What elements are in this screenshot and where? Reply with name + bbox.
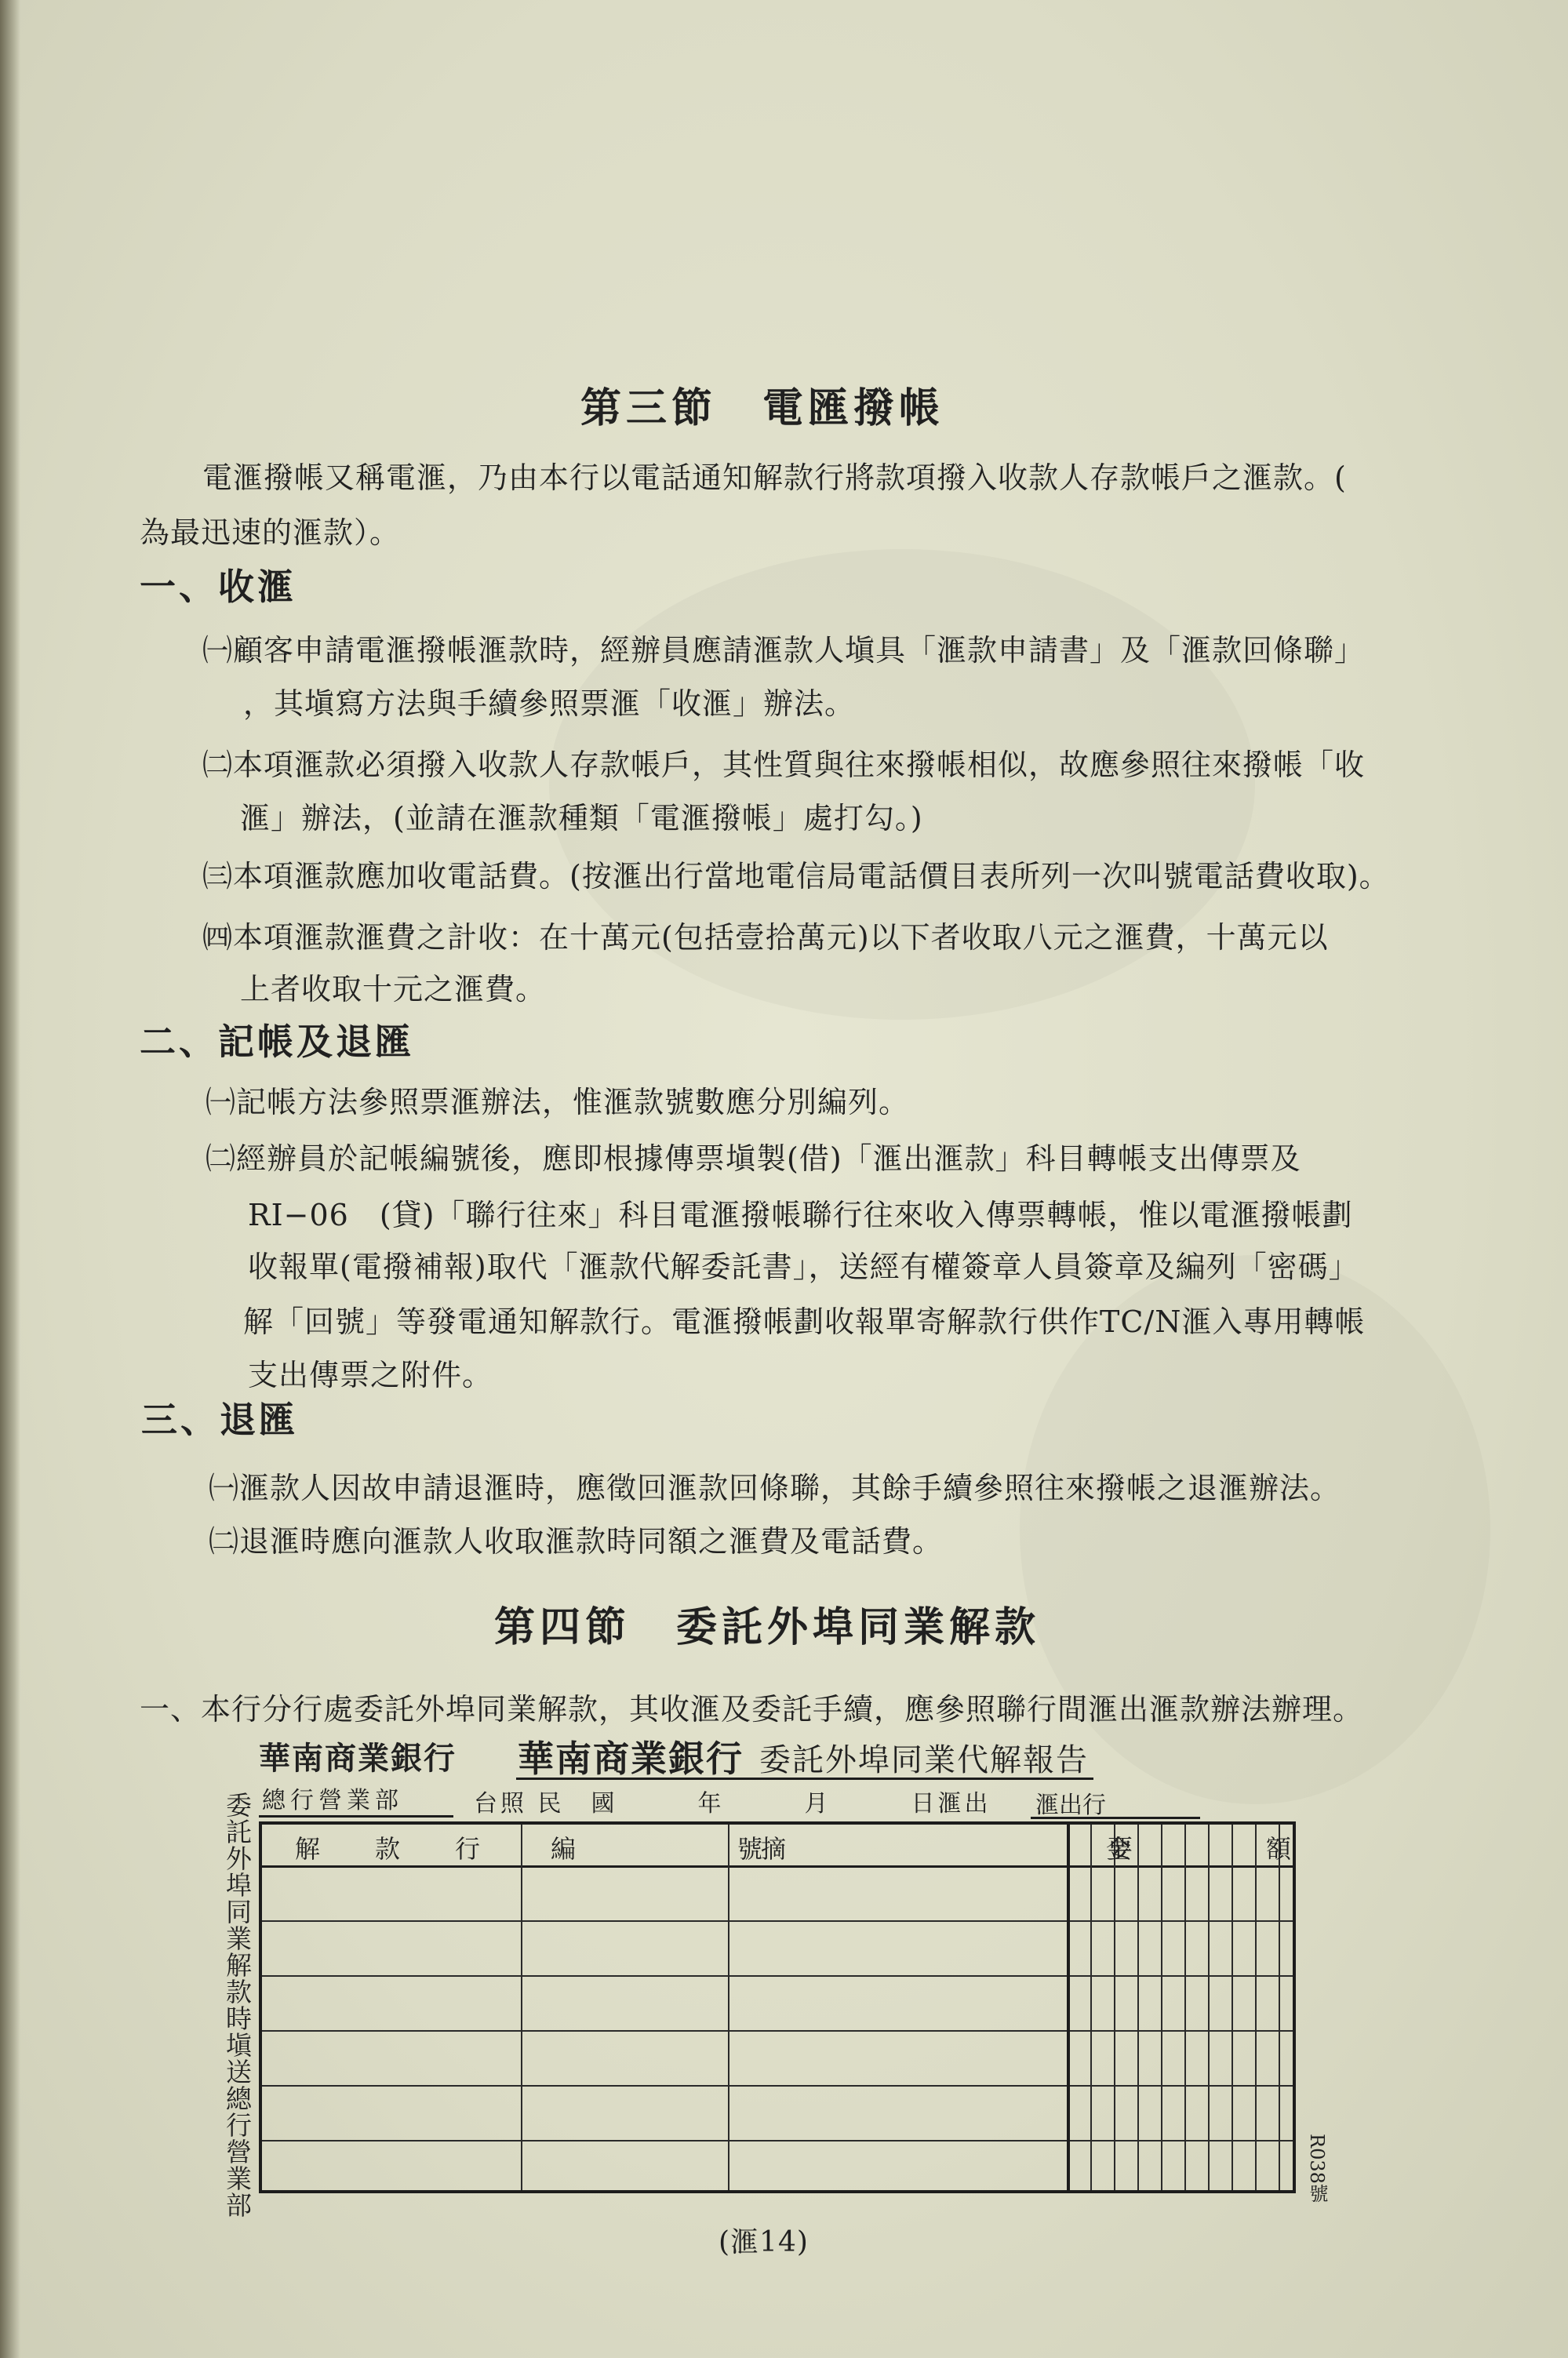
page-number: (滙14) <box>719 2226 809 2258</box>
paragraph-line: ㈡經辦員於記帳編號後，應即根據傳票塡製(借)「滙出滙款」科目轉帳支出傳票及 <box>206 1141 1301 1176</box>
paragraph-line: ，其塡寫方法與手續參照票滙「收滙」辦法。 <box>243 686 856 721</box>
section-title-3: 第三節 電匯撥帳 <box>580 384 945 432</box>
paragraph-line: 支出傳票之附件。 <box>248 1358 493 1392</box>
paragraph-line: 解「回號」等發電通知解款行。電滙撥帳劃收報單寄解款行供作TC/N滙入專用轉帳 <box>243 1305 1366 1339</box>
table-col-rule <box>1161 1825 1162 2190</box>
paragraph-line: ㈠記帳方法參照票滙辦法，惟滙款號數應分別編列。 <box>206 1085 910 1119</box>
part-heading-1: 一、收滙 <box>140 566 297 608</box>
form-side-label: 委託外埠同業解款時塡送總行營業部 <box>222 1792 253 2218</box>
part-heading-3: 三、退匯 <box>141 1399 298 1441</box>
paragraph-line: 滙」辦法，(並請在滙款種類「電滙撥帳」處打勾。) <box>240 801 923 835</box>
form-bank-name-left: 華南商業銀行 <box>259 1740 457 1777</box>
paragraph-line: ㈡退滙時應向滙款人收取滙款時同額之滙費及電話費。 <box>209 1524 944 1559</box>
form-table <box>259 1821 1296 2193</box>
table-col-rule <box>1231 1825 1233 2190</box>
paragraph-line: ㈡本項滙款必須撥入收款人存款帳戶，其性質與往來撥帳相似，故應參照往來撥帳「收 <box>202 748 1366 782</box>
form-bank-name-main: 華南商業銀行 <box>518 1738 744 1780</box>
intro-line: 為最迅速的滙款）。 <box>140 515 401 550</box>
paragraph-line: RI−06 (貸)「聯行往來」科目電滙撥帳聯行往來收入傳票轉帳，惟以電滙撥帳劃 <box>248 1198 1353 1232</box>
intro-line: 電滙撥帳又稱電滙，乃由本行以電話通知解款行將款項撥入收款人存款帳戶之滙款。( <box>202 460 1347 495</box>
column-header-bank: 解 款 行 <box>295 1834 482 1864</box>
paragraph-line: ㈣本項滙款滙費之計收：在十萬元(包括壹拾萬元)以下者收取八元之滙費，十萬元以 <box>202 920 1329 955</box>
form-number: R038號 <box>1306 2134 1328 2203</box>
paragraph-line: 上者收取十元之滙費。 <box>240 972 547 1006</box>
column-header-summary: 摘 要 <box>761 1834 1135 1864</box>
section-title-4: 第四節 委託外埠同業解款 <box>494 1603 1041 1651</box>
column-header-number: 編 號 <box>551 1834 765 1864</box>
form-branch: 總行營業部 <box>262 1787 403 1814</box>
paragraph-line: ㈠滙款人因故申請退滙時，應徵回滙款回條聯，其餘手續參照往來撥帳之退滙辦法。 <box>209 1471 1341 1505</box>
table-col-rule <box>1255 1825 1257 2190</box>
binding-shadow <box>0 0 20 2358</box>
form-remit-branch: 滙出行 <box>1035 1792 1106 1819</box>
table-col-rule <box>1184 1825 1186 2190</box>
paragraph-line: 收報單(電撥補報)取代「滙款代解委託書」，送經有權簽章人員簽章及編列「密碼」 <box>248 1250 1359 1284</box>
column-header-amount: 金 額 <box>1106 1834 1293 1864</box>
table-col-rule <box>1090 1825 1092 2190</box>
part-heading-2: 二、記帳及退匯 <box>140 1021 414 1063</box>
paragraph-line: ㈢本項滙款應加收電話費。(按滙出行當地電信局電話價目表所列一次叫號電話費收取)。 <box>202 859 1390 893</box>
table-col-rule <box>728 1825 729 2190</box>
table-col-rule <box>521 1825 522 2190</box>
form-title: 委託外埠同業代解報告 <box>759 1742 1089 1778</box>
table-col-rule <box>1067 1825 1070 2190</box>
paragraph-line: 一、本行分行處委託外埠同業解款，其收滙及委託手續，應參照聯行間滙出滙款辦法辦理。 <box>140 1692 1364 1727</box>
table-col-rule <box>1279 1825 1280 2190</box>
table-col-rule <box>1114 1825 1115 2190</box>
form-date-line: 台照 民 國 年 月 日滙出 <box>474 1790 991 1818</box>
table-col-rule <box>1208 1825 1210 2190</box>
table-col-rule <box>1137 1825 1139 2190</box>
paragraph-line: ㈠顧客申請電滙撥帳滙款時，經辦員應請滙款人塡具「滙款申請書」及「滙款回條聯」 <box>202 633 1366 668</box>
